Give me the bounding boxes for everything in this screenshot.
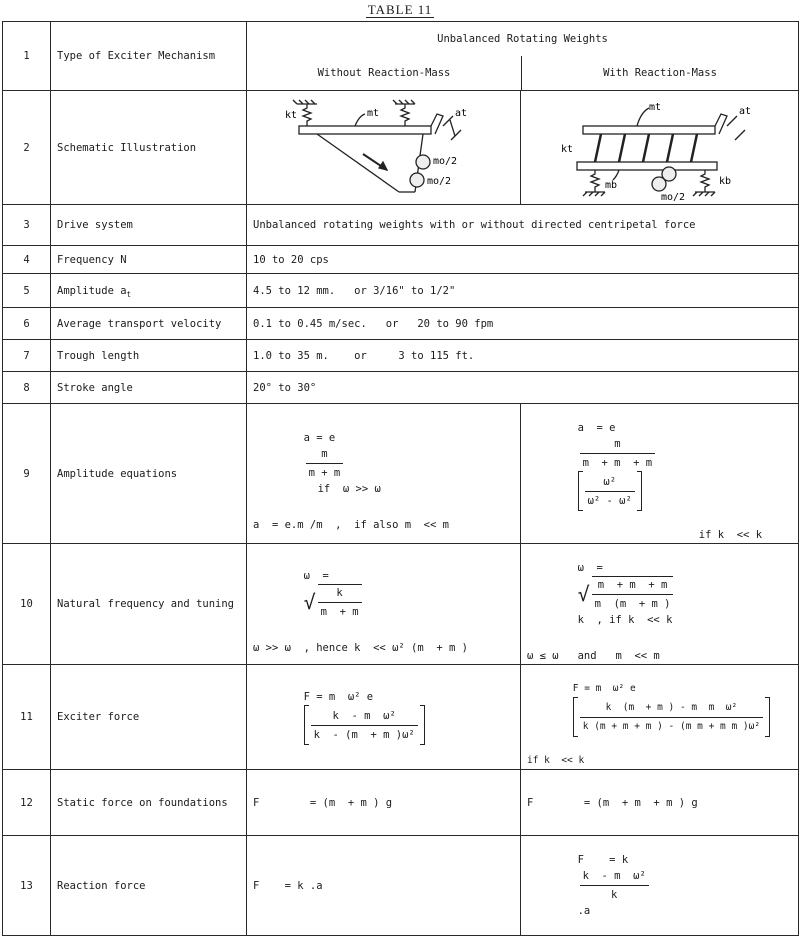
schematic-b-cell (521, 91, 799, 205)
label-kb: kb (719, 175, 732, 187)
table-row (3, 205, 799, 246)
row-label: Frequency N (51, 246, 247, 274)
row-value: 4.5 to 12 mm. or 3/16" to 1/2" (247, 274, 799, 308)
schematic-a-cell (247, 91, 521, 205)
equation-cell-b: F = m ω² e $\frac{\text{k (m + m ) - m m ω²}}{\text{k (m + m + m ) - (m m + m m )ω²}}$ if k << k (521, 665, 799, 770)
equation-cell-b: F = (m + m + m ) g (521, 770, 799, 836)
row-label: Amplitude equations (51, 404, 247, 544)
row-number: 1 (3, 22, 51, 91)
equation-cell-a: a = e $\frac{m}{m + m}$ if ω >> ω a = e.m /m , if also m << m (247, 404, 521, 544)
row-number: 13 (3, 836, 51, 936)
group-header: Unbalanced Rotating Weights (437, 33, 608, 45)
table-row (3, 340, 799, 372)
row-label: Trough length (51, 340, 247, 372)
row-value: 20° to 30° (247, 372, 799, 404)
row-number: 12 (3, 770, 51, 836)
label-mo: mo/2 (661, 191, 686, 203)
label-at: at (455, 107, 468, 119)
row-label: Static force on foundations (51, 770, 247, 836)
schematic-without-reaction-mass (247, 92, 521, 204)
label-mt: mt (649, 101, 662, 113)
equation-cell-a: ω = √ $\frac{k}{m + m}$ ω >> ω , hence k << ω² (m + m ) (247, 544, 521, 665)
row-number: 6 (3, 308, 51, 340)
label-mt: mt (367, 107, 380, 119)
row-number: 4 (3, 246, 51, 274)
table-row (3, 665, 799, 770)
row-label: Average transport velocity (51, 308, 247, 340)
row-number: 7 (3, 340, 51, 372)
label-mo-upper: mo/2 (433, 155, 458, 167)
row-number: 8 (3, 372, 51, 404)
table-row (3, 836, 799, 936)
table-row (3, 372, 799, 404)
row-value: Unbalanced rotating weights with or without directed centripetal force (247, 205, 799, 246)
row-label: Amplitude $a_t$ (51, 274, 247, 308)
row-number: 2 (3, 91, 51, 205)
row-value: 1.0 to 35 m. or 3 to 115 ft. (247, 340, 799, 372)
row-label: Stroke angle (51, 372, 247, 404)
table-row (3, 770, 799, 836)
row-label: Reaction force (51, 836, 247, 936)
table-row (3, 308, 799, 340)
row-number: 9 (3, 404, 51, 544)
table-row (3, 91, 799, 205)
row-number: 5 (3, 274, 51, 308)
row-label: Schematic Illustration (51, 91, 247, 205)
column-header-b: With Reaction-Mass (603, 67, 717, 79)
equation-cell-b: ω = √ $\frac{m + m + m}{m (m + m )}$ k , if k << k ω ≤ ω and m << m (521, 544, 799, 665)
row-number: 11 (3, 665, 51, 770)
equation-cell-b: F = k $\frac{\text{k - m ω²}}{k}$ .a (521, 836, 799, 936)
equation-cell-a: F = (m + m ) g (247, 770, 521, 836)
row-number: 3 (3, 205, 51, 246)
row-value: 0.1 to 0.45 m/sec. or 20 to 90 fpm (247, 308, 799, 340)
row-number: 10 (3, 544, 51, 665)
table-title: TABLE 11 (367, 2, 433, 17)
exciter-table (2, 21, 799, 936)
row-label: Exciter force (51, 665, 247, 770)
table-row (3, 544, 799, 665)
table-row (3, 274, 799, 308)
row-label: Natural frequency and tuning (51, 544, 247, 665)
table-row (3, 404, 799, 544)
equation-cell-a: F = m ω² e $\frac{\text{k - m ω²}}{\text{k - (m + m )ω²}}$ (247, 665, 521, 770)
header-cell (247, 22, 799, 91)
row-value: 10 to 20 cps (247, 246, 799, 274)
row-label: Type of Exciter Mechanism (51, 22, 247, 91)
table-row (3, 246, 799, 274)
table-row (3, 22, 799, 91)
schematic-with-reaction-mass (521, 92, 799, 204)
column-header-a: Without Reaction-Mass (247, 56, 522, 90)
equation-cell-b: a = e $\frac{m}{m + m + m}$ $\frac{\text{ω²}}{\text{ω² - ω²}}$ if k << k (521, 404, 799, 544)
label-at: at (739, 105, 752, 117)
label-mo-lower: mo/2 (427, 175, 452, 187)
equation-cell-a: F = k .a (247, 836, 521, 936)
row-label: Drive system (51, 205, 247, 246)
label-kt: kt (561, 143, 574, 155)
label-mb: mb (605, 179, 618, 191)
label-kt: kt (285, 109, 298, 121)
